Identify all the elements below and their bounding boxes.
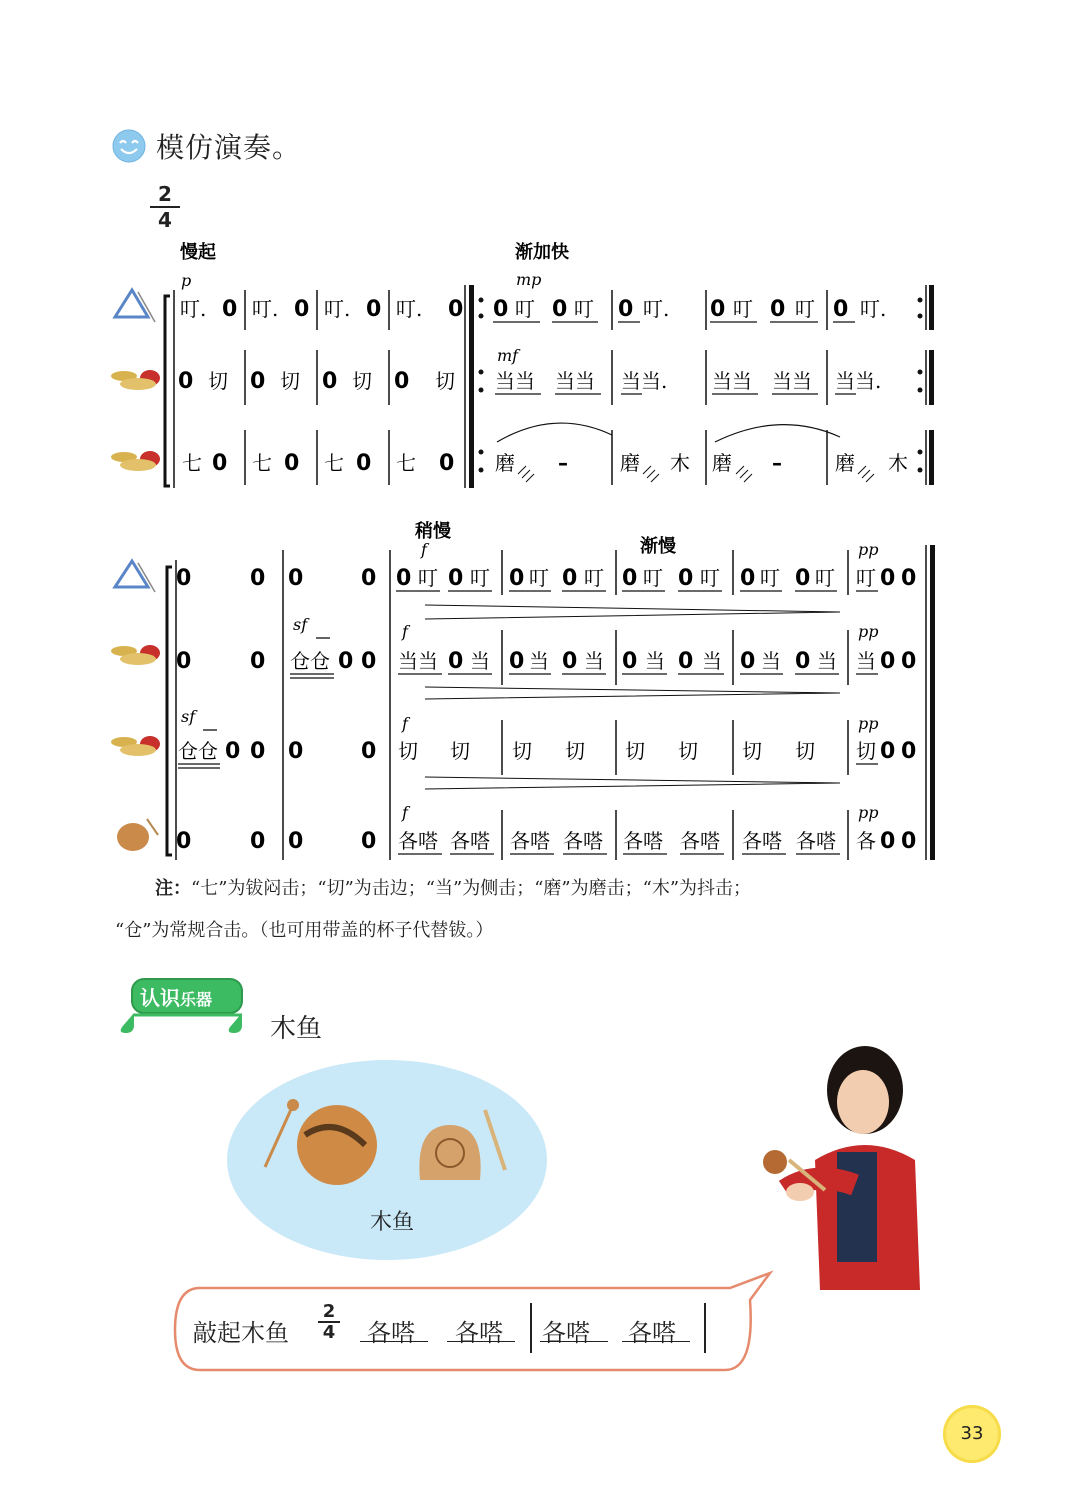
note-token: 0 xyxy=(361,649,377,674)
dynamic-marking: p xyxy=(181,271,192,290)
note-token: 0 xyxy=(288,566,304,591)
section-header xyxy=(112,124,301,168)
tempo-marking: 渐加快 xyxy=(515,242,569,263)
footnote-line-2: “仓”为常规合击。（也可用带盖的杯子代替钹。） xyxy=(115,920,494,941)
note-token: 各嗒 xyxy=(742,829,782,853)
note-token: 叮 xyxy=(700,566,720,590)
note-token: 磨 xyxy=(620,451,640,475)
note-token: 叮 xyxy=(418,566,438,590)
note-token: 0 xyxy=(284,451,300,476)
cymbals-icon xyxy=(111,370,160,390)
note-token: 0 xyxy=(250,649,266,674)
note-token: 叮 xyxy=(733,297,753,321)
note-token: 0 xyxy=(901,649,917,674)
note-token: 0 xyxy=(901,566,917,591)
note-token: 磨 xyxy=(712,451,732,475)
note-token: 0 xyxy=(880,739,896,764)
note-token: 当当 xyxy=(398,649,438,673)
badge-text-a: 认识 xyxy=(140,986,180,1010)
note-token: 各嗒 xyxy=(450,829,490,853)
note-token: 0 xyxy=(448,649,464,674)
note-token: 0 xyxy=(880,649,896,674)
note-token: 0 xyxy=(901,739,917,764)
score-system-2 xyxy=(0,515,1065,870)
triangle-icon xyxy=(115,290,155,322)
note-token: 当当. xyxy=(835,369,882,393)
dynamic-marking: pp xyxy=(858,803,879,822)
score-system-1 xyxy=(0,230,1065,500)
badge-text-b: 乐器 xyxy=(180,990,213,1009)
note-token: 切 xyxy=(742,739,762,763)
note-token: – xyxy=(558,451,568,475)
note-token: 0 xyxy=(678,649,694,674)
footnote xyxy=(115,868,945,952)
note-token: 0 xyxy=(250,829,266,854)
note-token: 叮 xyxy=(470,566,490,590)
note-token: 叮 xyxy=(795,297,815,321)
note-token: 叮. xyxy=(643,297,670,321)
note-token: 叮 xyxy=(515,297,535,321)
note-token: 0 xyxy=(322,369,338,394)
note-token: 各嗒 xyxy=(510,829,550,853)
note-token: 当 xyxy=(529,649,549,673)
note-token: 0 xyxy=(396,566,412,591)
note-token: 0 xyxy=(509,649,525,674)
time-signature xyxy=(150,183,180,231)
dynamic-marking: sf xyxy=(293,615,308,634)
bubble-ts-top: 2 xyxy=(322,1301,336,1322)
smile-icon xyxy=(112,129,146,163)
dynamic-marking: pp xyxy=(858,622,879,641)
note-token: 叮 xyxy=(856,566,876,590)
bubble-syllable: 各嗒 xyxy=(628,1319,676,1347)
note-token: 各嗒 xyxy=(623,829,663,853)
note-token: 磨 xyxy=(835,451,855,475)
note-token: 当 xyxy=(817,649,837,673)
note-token: 0 xyxy=(710,297,726,322)
note-token: 0 xyxy=(509,566,525,591)
note-token: 叮. xyxy=(396,297,423,321)
note-token: 当当 xyxy=(712,369,752,393)
illustration-caption: 木鱼 xyxy=(370,1210,415,1235)
note-token: 仓仓 xyxy=(178,739,218,763)
note-token: 0 xyxy=(366,297,382,322)
note-token: 0 xyxy=(795,649,811,674)
note-token: 0 xyxy=(562,649,578,674)
cymbals-icon xyxy=(111,736,160,756)
note-token: 叮 xyxy=(760,566,780,590)
note-token: 0 xyxy=(250,566,266,591)
page-number: 33 xyxy=(943,1405,1001,1463)
section-title: 模仿演奏。 xyxy=(156,131,302,164)
note-token: 0 xyxy=(770,297,786,322)
note-token: 当当 xyxy=(495,369,535,393)
bubble-lead: 敲起木鱼 xyxy=(193,1319,289,1347)
dynamic-marking: f xyxy=(421,540,427,559)
note-token: 0 xyxy=(288,829,304,854)
note-token: 各嗒 xyxy=(398,829,438,853)
note-token: 0 xyxy=(288,739,304,764)
note-token: 0 xyxy=(880,829,896,854)
note-token: 叮 xyxy=(815,566,835,590)
note-token: 当当 xyxy=(555,369,595,393)
note-token: 各嗒 xyxy=(680,829,720,853)
note-token: 切 xyxy=(512,739,532,763)
triangle-icon xyxy=(115,561,155,592)
note-token: 0 xyxy=(361,829,377,854)
dynamic-marking: mp xyxy=(516,270,542,289)
note-token: 木 xyxy=(888,451,908,475)
wooden-fish-icon xyxy=(117,819,158,851)
note-token: 切 xyxy=(208,369,228,393)
note-token: 当当. xyxy=(621,369,668,393)
note-token: 0 xyxy=(622,649,638,674)
note-token: 0 xyxy=(833,297,849,322)
score-row-triangle xyxy=(180,297,886,322)
dynamic-marking: sf xyxy=(181,707,196,726)
bubble-syllable: 各嗒 xyxy=(542,1319,590,1347)
note-token: 0 xyxy=(493,297,509,322)
note-token: 七 xyxy=(396,451,416,475)
note-token: 0 xyxy=(795,566,811,591)
note-token: 0 xyxy=(622,566,638,591)
dynamic-marking: f xyxy=(402,622,408,641)
note-token: 0 xyxy=(448,566,464,591)
note-token: 0 xyxy=(361,739,377,764)
note-token: 当 xyxy=(470,649,490,673)
bubble-ts-bottom: 4 xyxy=(322,1322,336,1343)
barline xyxy=(704,1303,706,1353)
bubble-syllable: 各嗒 xyxy=(455,1319,503,1347)
time-signature-top: 2 xyxy=(158,182,172,206)
note-token: 0 xyxy=(394,369,410,394)
note-token: 当当 xyxy=(772,369,812,393)
bubble-time-signature xyxy=(318,1302,340,1342)
dynamic-marking: f xyxy=(402,714,408,733)
note-token: 叮 xyxy=(529,566,549,590)
note-token: 当 xyxy=(645,649,665,673)
note-token: 叮. xyxy=(860,297,887,321)
bubble-syllable: 各嗒 xyxy=(367,1319,415,1347)
note-token: 切 xyxy=(625,739,645,763)
note-token: 切 xyxy=(398,739,418,763)
instrument-name: 木鱼 xyxy=(270,1014,323,1044)
note-token: 0 xyxy=(439,451,455,476)
note-token: 0 xyxy=(222,297,238,322)
note-token: 0 xyxy=(901,829,917,854)
note-token: 0 xyxy=(250,739,266,764)
dynamic-marking: mf xyxy=(497,346,519,365)
note-token: 0 xyxy=(250,369,266,394)
note-token: 0 xyxy=(225,739,241,764)
note-token: 各 xyxy=(856,829,876,853)
cymbals-icon xyxy=(111,451,160,471)
note-token: 0 xyxy=(740,566,756,591)
cymbals-icon xyxy=(111,645,160,665)
note-token: 叮. xyxy=(252,297,279,321)
note-token: 七 xyxy=(324,451,344,475)
dynamic-marking: pp xyxy=(858,714,879,733)
note-token: 叮 xyxy=(584,566,604,590)
note-token: 0 xyxy=(356,451,372,476)
note-token: 当 xyxy=(761,649,781,673)
tempo-marking: 稍慢 xyxy=(415,521,451,542)
note-token: 0 xyxy=(618,297,634,322)
note-token: 0 xyxy=(740,649,756,674)
note-token: 0 xyxy=(552,297,568,322)
note-token: 磨 xyxy=(495,451,515,475)
badge-label xyxy=(140,982,212,1011)
note-token: 0 xyxy=(178,369,194,394)
note-token: 当 xyxy=(702,649,722,673)
note-token: 当 xyxy=(856,649,876,673)
note-token: 叮. xyxy=(324,297,351,321)
note-token: 叮 xyxy=(643,566,663,590)
note-token: 0 xyxy=(176,649,192,674)
note-token: 木 xyxy=(670,451,690,475)
note-token: 切 xyxy=(352,369,372,393)
note-token: 当 xyxy=(584,649,604,673)
note-token: 切 xyxy=(678,739,698,763)
tempo-marking: 慢起 xyxy=(180,242,216,263)
dynamic-marking: pp xyxy=(858,540,879,559)
note-token: 切 xyxy=(565,739,585,763)
note-token: – xyxy=(772,451,782,475)
note-token: 各嗒 xyxy=(563,829,603,853)
note-token: 0 xyxy=(678,566,694,591)
note-token: 叮. xyxy=(180,297,207,321)
girl-playing-illustration xyxy=(745,1040,945,1290)
dynamic-marking: f xyxy=(402,803,408,822)
wooden-fish-illustration xyxy=(255,1095,525,1205)
note-token: 七 xyxy=(252,451,272,475)
note-token: 0 xyxy=(880,566,896,591)
tempo-marking: 渐慢 xyxy=(640,536,676,557)
note-token: 切 xyxy=(795,739,815,763)
note-token: 切 xyxy=(435,369,455,393)
footnote-label: 注： xyxy=(155,878,191,899)
note-token: 0 xyxy=(212,451,228,476)
note-token: 0 xyxy=(361,566,377,591)
time-signature-bottom: 4 xyxy=(158,208,172,232)
note-token: 切 xyxy=(450,739,470,763)
note-token: 七 xyxy=(182,451,202,475)
note-token: 0 xyxy=(562,566,578,591)
note-token: 切 xyxy=(856,739,876,763)
note-token: 切 xyxy=(280,369,300,393)
barline xyxy=(530,1303,532,1353)
note-token: 0 xyxy=(338,649,354,674)
note-token: 仓仓 xyxy=(290,649,330,673)
footnote-line-1: “七”为钹闷击；“切”为击边；“当”为侧击；“磨”为磨击；“木”为抖击； xyxy=(191,878,752,899)
note-token: 0 xyxy=(448,297,464,322)
note-token: 各嗒 xyxy=(796,829,836,853)
note-token: 叮 xyxy=(574,297,594,321)
note-token: 0 xyxy=(176,829,192,854)
note-token: 0 xyxy=(176,566,192,591)
note-token: 0 xyxy=(294,297,310,322)
